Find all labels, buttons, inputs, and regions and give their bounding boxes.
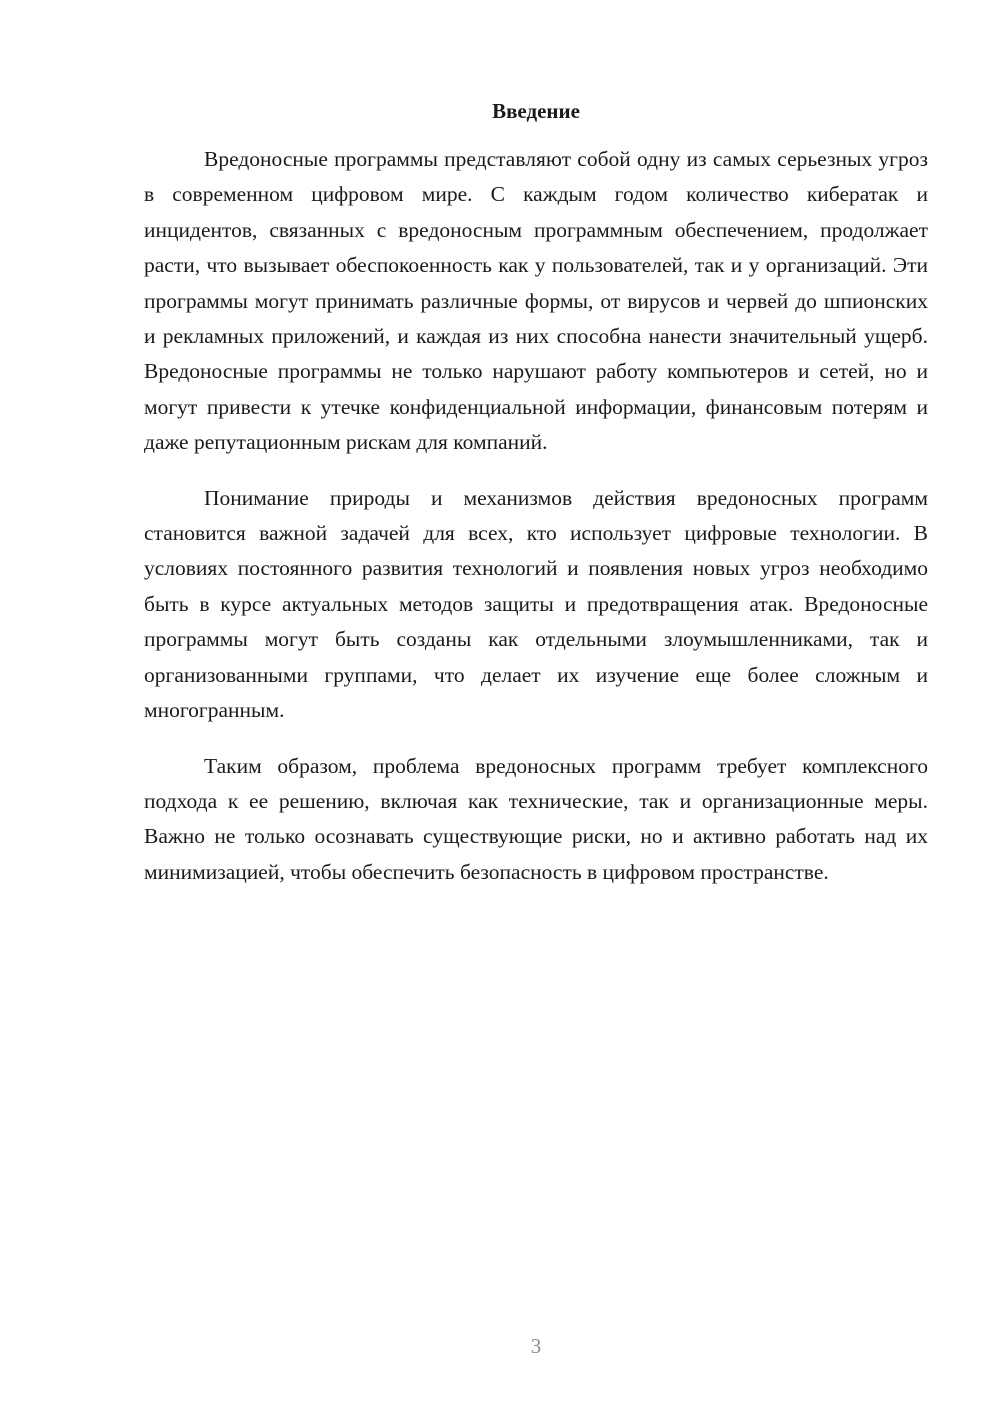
- paragraph-1: Вредоносные программы представляют собой одну из самых серьезных угроз в современном цифровом мире. С каждым годом количество кибератак и инцидентов, связанных с вредоносным программным обеспечением, продолжает расти, что вызывает обеспокоенность как у пользователей, так и у организаций. Эти программы могут принимать различные формы, от вирусов и червей до шпионских и рекламных приложений, и каждая из них способна нанести значительный ущерб. Вредоносные программы не только нарушают работу компьютеров и сетей, но и могут привести к утечке конфиденциальной информации, финансовым потерям и даже репутационным рискам для компаний.: [144, 147, 928, 455]
- body-text: [144, 142, 928, 890]
- page-number: 3: [530, 1334, 542, 1358]
- paragraph-3: Таким образом, проблема вредоносных программ требует комплексного подхода к ее решению, включая как технические, так и организационные меры. Важно не только осознавать существующие риски, но и активно работать над их минимизацией, чтобы обеспечить безопасность в цифровом пространстве.: [144, 753, 928, 884]
- paragraph-2: Понимание природы и механизмов действия вредоносных программ становится важной задачей для всех, кто использует цифровые технологии. В условиях постоянного развития технологий и появления новых угроз необходимо быть в курсе актуальных методов защиты и предотвращения атак. Вредоносные программы могут быть созданы как отдельными злоумышленниками, так и организованными группами, что делает их изучение еще более сложным и многогранным.: [144, 485, 928, 723]
- section-heading: Введение: [492, 99, 580, 123]
